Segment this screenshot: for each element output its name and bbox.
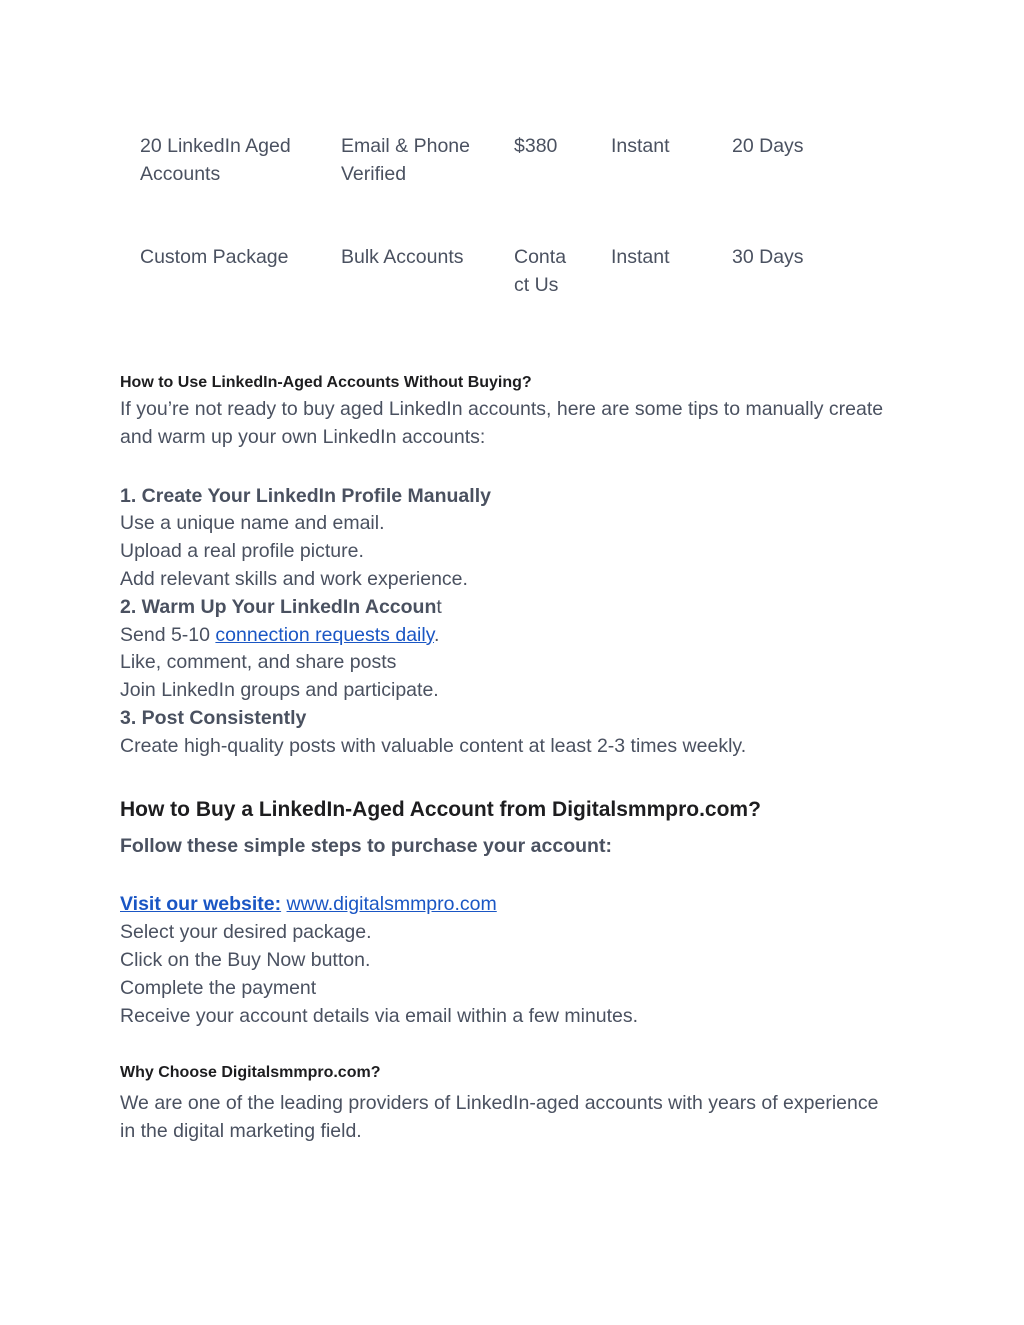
buy-step: Complete the payment [120,976,317,999]
package-name-cell [140,132,341,243]
price-cell [514,132,611,243]
delivery-text: Instant [611,135,670,157]
package-name-cell [140,243,341,303]
section-heading-use: How to Use LinkedIn-Aged Accounts Without Buying? [120,374,532,391]
step-line: Add relevant skills and work experience. [120,567,468,590]
account-type-line: Bulk Accounts [341,246,464,268]
delivery-cell [611,243,732,303]
visit-line [120,891,920,919]
replacement-text: 20 Days [732,135,804,157]
step-title-rest: t [436,595,442,618]
visit-website-link[interactable]: Visit our website: [120,893,282,916]
account-type-cell [341,243,514,303]
step-line: Like, comment, and share posts [120,651,397,674]
package-name-line: Custom Package [140,246,289,268]
delivery-text: Instant [611,246,670,268]
step-line [120,622,920,650]
buy-step: Select your desired package. [120,921,372,944]
buy-step: Click on the Buy Now button. [120,948,371,971]
step-title: 1. Create Your LinkedIn Profile Manually [120,484,491,507]
section-heading-buy: How to Buy a LinkedIn-Aged Account from Digitalsmmpro.com? [120,797,761,821]
step-line: Join LinkedIn groups and participate. [120,679,439,702]
package-name-line: Accounts [140,163,221,185]
replacement-cell [732,243,852,303]
step-title-bold: 2. Warm Up Your LinkedIn Accoun [120,595,437,618]
price-line: ct Us [514,274,559,296]
table-row [140,243,852,303]
step-line: Use a unique name and email. [120,512,385,535]
replacement-text: 30 Days [732,246,804,268]
step-title [120,594,920,622]
account-type-cell [341,132,514,243]
article-body [120,370,920,1146]
price-line: Conta [514,246,567,268]
pricing-table [140,132,852,303]
step-line: Upload a real profile picture. [120,540,364,563]
step-line-suffix: . [434,623,440,646]
intro-line: If you’re not ready to buy aged LinkedIn accounts, here are some tips to manually create [120,398,884,420]
why-line: in the digital marketing field. [120,1120,362,1143]
replacement-cell [732,132,852,243]
table-row [140,132,852,243]
section-heading-why: Why Choose Digitalsmmpro.com? [120,1064,381,1082]
connection-requests-link[interactable]: connection requests daily [215,623,435,646]
price-line: $380 [514,135,558,157]
package-name-line: 20 LinkedIn Aged [140,135,291,157]
step-line: Create high-quality posts with valuable content at least 2-3 times weekly. [120,734,747,757]
section-subheading: Follow these simple steps to purchase your account: [120,834,612,857]
price-cell [514,243,611,303]
website-url-link[interactable]: www.digitalsmmpro.com [286,893,497,916]
buy-step: Receive your account details via email within a few minutes. [120,1004,639,1027]
why-line: We are one of the leading providers of LinkedIn-aged accounts with years of experience [120,1092,879,1115]
intro-line: and warm up your own LinkedIn accounts: [120,425,486,448]
account-type-line: Email & Phone [341,135,470,157]
step-line-prefix: Send 5-10 [120,623,216,646]
delivery-cell [611,132,732,243]
step-title: 3. Post Consistently [120,706,307,729]
account-type-line: Verified [341,163,407,185]
